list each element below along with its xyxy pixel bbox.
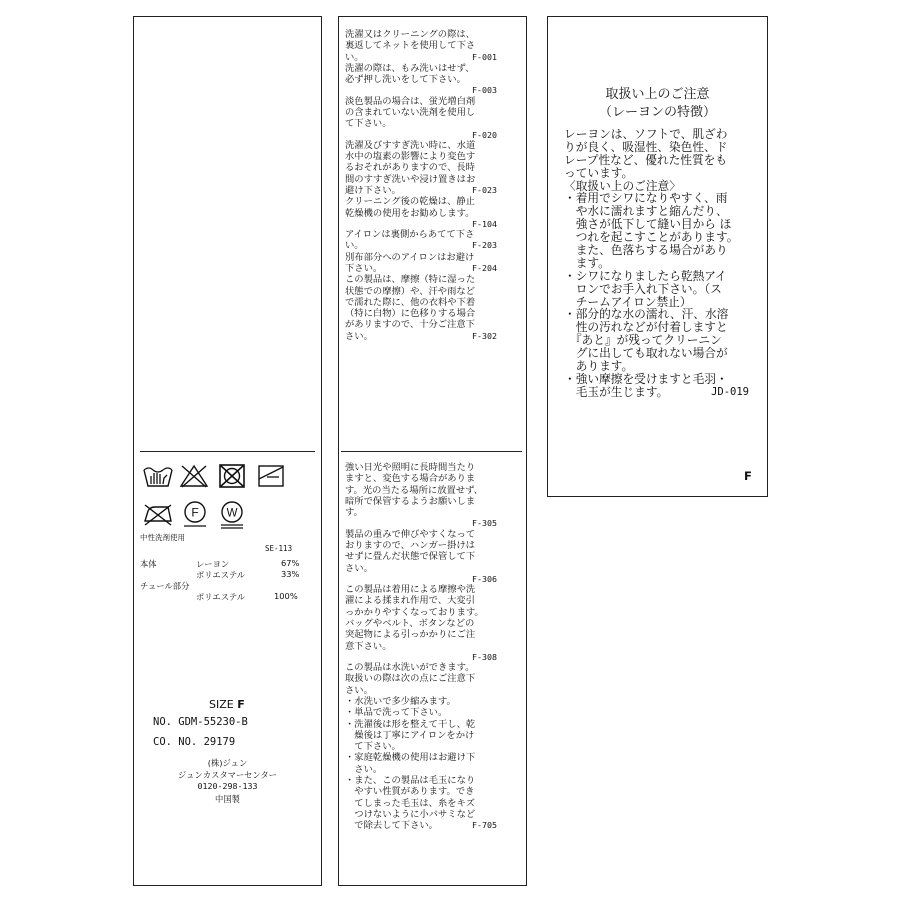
instruction-line: 洗濯又はクリーニングの際は、 <box>345 29 475 40</box>
rayon-care-line: 毛玉が生じます。 <box>564 384 669 399</box>
instruction-line: 暗所で保管するようお願いしま <box>345 495 476 507</box>
country-of-origin: 中国製 <box>215 794 240 804</box>
instruction-line: 水中の塩素の影響により変色す <box>345 151 476 163</box>
composition-part-1: 本体 <box>140 559 157 569</box>
instruction-line: 洗濯の際は、もみ洗いはせず、 <box>345 62 475 74</box>
rayon-care-line: ・強い摩擦を受けますと毛羽・ <box>564 371 728 386</box>
tag2-divider <box>341 451 522 452</box>
instruction-line: この製品は着用による摩擦や洗 <box>345 584 476 596</box>
instruction-line: す。 <box>345 507 363 519</box>
instruction-line: つけないように小バサミなど <box>345 808 476 820</box>
instruction-line: っかかりやすくなっております。 <box>345 606 484 618</box>
rayon-care-line: っています。 <box>564 165 634 180</box>
care-label-tag-1 <box>133 16 322 886</box>
company-name: (株)ジュン <box>207 758 248 768</box>
rayon-care-line: ・部分的な水の濡れ、汗、水溶 <box>564 307 729 322</box>
instruction-line: この製品は、摩擦（特に湿った <box>345 274 476 286</box>
instruction-line: さい。 <box>345 330 373 342</box>
rayon-care-body <box>564 128 761 399</box>
rayon-care-line: つれを起こすことがあります。 <box>564 230 739 245</box>
instruction-line: ・単品で洗って下さい。 <box>345 707 448 719</box>
rayon-care-line: チームアイロン禁止） <box>564 294 692 309</box>
instruction-line: せずに畳んだ状態で保管して下 <box>345 551 476 563</box>
instruction-line: るおそれがありますので、長時 <box>345 162 475 174</box>
phone-number: 0120-298-133 <box>197 781 258 791</box>
instruction-line: さい。 <box>345 684 373 696</box>
professional-dry-clean-f-icon <box>182 499 208 529</box>
instruction-line: て下さい。 <box>345 741 401 753</box>
care-code: F-308 <box>472 651 497 662</box>
care-label-tag-3 <box>547 16 768 497</box>
care-code: F-001 <box>472 51 497 62</box>
instruction-line: す。光の当たる場所に放置せず、 <box>345 484 483 496</box>
care-code: F-705 <box>472 820 497 831</box>
care-code: F-305 <box>472 518 497 529</box>
rayon-care-line: 強さが低下して縫い目から ほ <box>564 217 732 232</box>
instruction-line: い。 <box>345 51 364 63</box>
instruction-line: があリますので、十分ご注意下 <box>345 319 475 331</box>
instruction-line: 下さい。 <box>345 262 383 274</box>
instruction-line: 必ず押し洗いをして下さい。 <box>345 74 466 86</box>
instruction-line: やすい性質があります。でき <box>345 786 475 798</box>
instruction-line: 取扱いの際は次の点にご注意下 <box>345 673 476 685</box>
composition-material-2: ポリエステル <box>196 570 246 580</box>
instruction-line: てしまった毛玉は、糸をキズ <box>345 797 475 809</box>
instruction-line: この製品は水洗いができます。 <box>345 662 475 674</box>
rayon-care-line: りが良く、吸湿性、染色性、ド <box>564 139 728 154</box>
instruction-line: 意下さい。 <box>345 640 392 652</box>
instruction-line-with-code <box>345 52 497 63</box>
instruction-line: 強い日光や照明に長時間当たり <box>345 462 476 473</box>
tag1-divider <box>140 451 315 452</box>
instruction-line-with-code <box>345 331 497 342</box>
no-tumble-dry-icon <box>218 463 246 489</box>
rayon-care-line: あります。 <box>564 359 634 374</box>
instruction-line-with-code <box>345 240 497 251</box>
care-code: F-003 <box>472 85 497 96</box>
care-code: F-023 <box>472 184 497 195</box>
caution-title: 取扱い上のご注意 <box>605 87 710 102</box>
instruction-line: 突起物による引っかかりにご注 <box>345 629 476 641</box>
rayon-care-line: 〈取扱い上のご注意〉 <box>564 178 681 193</box>
instruction-line: て下さい。 <box>345 118 392 130</box>
care-code: F-204 <box>472 262 497 273</box>
customer-center: ジュンカスタマーセンター <box>178 770 277 780</box>
instruction-line: 間のすすぎ洗いや浸け置きはお <box>345 173 476 185</box>
rayon-care-line: レープ性など、優れた性質をも <box>564 152 728 167</box>
instruction-line: い。 <box>345 240 364 252</box>
instruction-line: おりますので、ハンガー掛けは <box>345 539 475 551</box>
rayon-care-line: また、色落ちする場合があり <box>564 243 728 258</box>
size-mark: F <box>744 469 752 483</box>
instruction-line: ・水洗いで多少縮みます。 <box>345 695 456 707</box>
instruction-line: 淡色製品の場合は、蛍光増白剤 <box>345 95 476 107</box>
tag2-top-instructions <box>345 29 497 342</box>
tag2-bottom-instructions <box>345 462 497 831</box>
composition-pct-1: 67% <box>281 558 300 568</box>
hand-wash-icon <box>142 463 174 489</box>
professional-wet-clean-w-icon <box>218 499 246 529</box>
care-code: F-302 <box>472 330 497 341</box>
instruction-line-with-code <box>345 263 497 274</box>
composition-pct-4: 100% <box>274 591 298 601</box>
product-number: NO. GDM-55230-B <box>153 716 248 728</box>
size-label-text: SIZE <box>209 698 234 711</box>
instruction-line: 乾燥機の使用をお勧めします。 <box>345 207 475 219</box>
instruction-line: 燥後は丁寧にアイロンをかけ <box>345 729 475 741</box>
line-dry-icon <box>257 464 285 488</box>
size-label <box>209 698 245 711</box>
instruction-line: 裏返してネットを使用して下さ <box>345 40 476 52</box>
instruction-line-with-code <box>345 820 497 831</box>
instruction-line: 別布部分へのアイロンはお避け <box>345 251 475 263</box>
instruction-line-with-code <box>345 185 497 196</box>
instruction-line: 洗濯及びすすぎ洗い時に、水道 <box>345 139 476 151</box>
se-code: SE-113 <box>265 544 293 553</box>
care-code: F-104 <box>472 218 497 229</box>
instruction-line: ますと、変色する場合がありま <box>345 473 476 485</box>
no-bleach-icon <box>179 464 209 488</box>
size-value: F <box>237 698 245 711</box>
care-label-tag-2 <box>338 16 527 886</box>
instruction-line: クリーニング後の乾燥は、静止 <box>345 196 475 208</box>
instruction-line: 状態での摩擦）や、汗や雨など <box>345 285 475 297</box>
care-code: F-203 <box>472 240 497 251</box>
rayon-care-line-with-code <box>564 386 761 399</box>
instruction-line: （特に白物）に色移りする場合 <box>345 308 476 320</box>
rayon-care-line: や水に濡れますと縮んだり、 <box>564 204 728 219</box>
instruction-line: 製品の重みで伸びやすくなって <box>345 528 476 540</box>
composition-pct-2: 33% <box>281 569 300 579</box>
care-code: F-306 <box>472 573 497 584</box>
rayon-care-line: ロンでお手入れ下さい。（ス <box>564 281 722 296</box>
svg-text:F: F <box>191 505 199 520</box>
rayon-care-line: レーヨンは、ソフトで、肌ざわ <box>564 127 728 141</box>
caution-subtitle: （レーヨンの特徴） <box>598 105 716 120</box>
detergent-note: 中性洗剤使用 <box>140 533 185 542</box>
composition-part-3: チュール部分 <box>140 581 190 591</box>
composition-material-4: ポリエステル <box>196 592 246 602</box>
instruction-line: 濯による揉まれ作用で、大変引 <box>345 595 475 607</box>
co-number: CO. NO. 29179 <box>153 736 236 748</box>
rayon-care-line: グに出しても取れない場合が <box>564 346 728 361</box>
instruction-line: 避け下さい。 <box>345 184 401 196</box>
instruction-line: ・家庭乾燥機の使用はお避け下 <box>345 752 476 764</box>
no-ironing-icon <box>142 501 174 527</box>
instruction-line: で除去して下さい。 <box>345 820 438 832</box>
instruction-line: さい。 <box>345 562 373 574</box>
rayon-care-line: ・着用でシワになりやすく、雨 <box>564 191 728 206</box>
composition-material-1: レーヨン <box>196 559 230 569</box>
instruction-line: ・洗濯後は形を整えて干し、乾 <box>345 718 476 730</box>
instruction-line: さい。 <box>345 763 383 775</box>
rayon-care-line: ・シワになりましたら乾熱アイ <box>564 268 727 283</box>
instruction-line: で濡れた際に、他の衣料や下着 <box>345 296 476 308</box>
rayon-care-line: ます。 <box>564 255 610 270</box>
care-code: F-020 <box>472 129 497 140</box>
svg-text:W: W <box>226 507 238 520</box>
rayon-care-line: 性の汚れなどが付着しますと <box>564 320 728 335</box>
instruction-line: ・また、この製品は毛玉になり <box>345 774 476 786</box>
instruction-line: アイロンは裏側からあてて下さ <box>345 229 475 241</box>
instruction-line: バッグやベルト、ボタンなどの <box>345 617 475 629</box>
rayon-care-line: 『あと』が残ってクリーニン <box>564 333 722 348</box>
care-code: JD-019 <box>711 385 749 398</box>
instruction-line: の含まれていない洗剤を使用し <box>345 106 476 118</box>
